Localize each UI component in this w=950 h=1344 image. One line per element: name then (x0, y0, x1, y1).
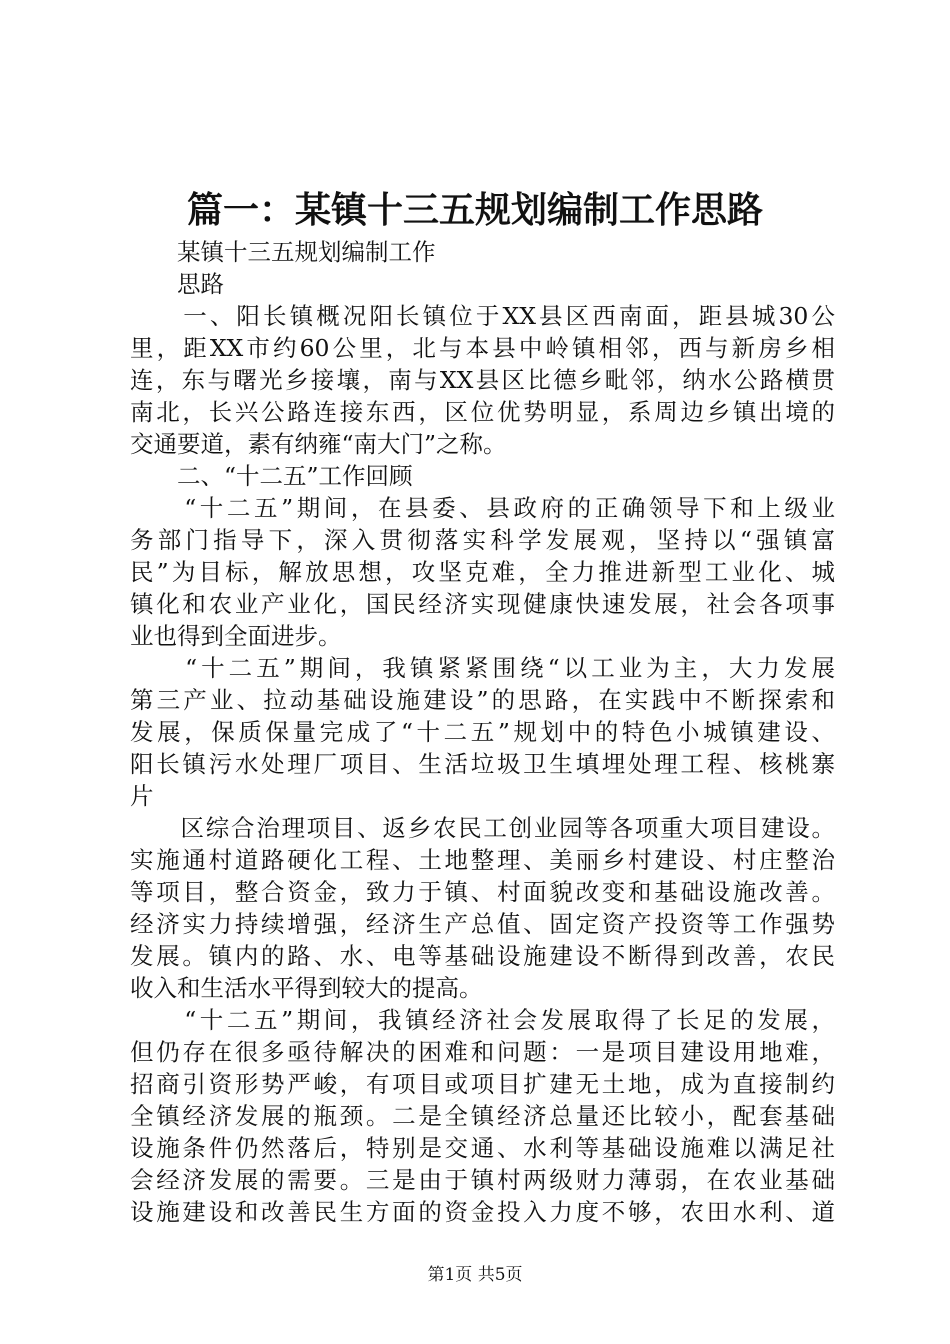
text-line: 交通要道，素有纳雍“南大门”之称。 (130, 430, 507, 458)
text-line: 但仍存在很多亟待解决的困难和问题：一是项目建设用地难， (130, 1038, 835, 1066)
text-line: “十二五”期间，我镇紧紧围绕“以工业为主，大力发展 (130, 654, 835, 682)
text-line: 连，东与曙光乡接壤，南与XX县区比德乡毗邻，纳水公路横贯 (130, 366, 835, 394)
text-line: 等项目，整合资金，致力于镇、村面貌改变和基础设施改善。 (130, 878, 835, 906)
text-line: 务部门指导下，深入贯彻落实科学发展观，坚持以“强镇富 (130, 526, 835, 554)
text-line: 镇化和农业产业化，国民经济实现健康快速发展，社会各项事 (130, 590, 835, 618)
text-line: 设施条件仍然落后，特别是交通、水利等基础设施难以满足社 (130, 1134, 835, 1162)
text-line: 全镇经济发展的瓶颈。二是全镇经济总量还比较小，配套基础 (130, 1102, 835, 1130)
text-line: 南北，长兴公路连接东西，区位优势明显，系周边乡镇出境的 (130, 398, 835, 426)
text-line: 第三产业、拉动基础设施建设”的思路，在实践中不断探索和 (130, 686, 835, 714)
text-line: 区综合治理项目、返乡农民工创业园等各项重大项目建设。 (130, 814, 835, 842)
text-line: 会经济发展的需要。三是由于镇村两级财力薄弱，在农业基础 (130, 1166, 835, 1194)
text-line: 阳长镇污水处理厂项目、生活垃圾卫生填埋处理工程、核桃寨 (130, 750, 835, 778)
text-line: 发展，保质保量完成了“十二五”规划中的特色小城镇建设、 (130, 718, 835, 746)
text-line: 收入和生活水平得到较大的提高。 (130, 974, 483, 1002)
text-line: 民”为目标，解放思想，攻坚克难，全力推进新型工业化、城 (130, 558, 835, 586)
document-title: 篇一：某镇十三五规划编制工作思路 (186, 189, 763, 231)
text-line: 思路 (130, 270, 224, 298)
text-line: “十二五”期间，我镇经济社会发展取得了长足的发展， (130, 1006, 835, 1034)
text-line: “十二五”期间，在县委、县政府的正确领导下和上级业 (130, 494, 835, 522)
text-line: 发展。镇内的路、水、电等基础设施建设不断得到改善，农民 (130, 942, 835, 970)
text-line: 经济实力持续增强，经济生产总值、固定资产投资等工作强势 (130, 910, 835, 938)
text-line: 招商引资形势严峻，有项目或项目扩建无土地，成为直接制约 (130, 1070, 835, 1098)
text-line: 某镇十三五规划编制工作 (130, 238, 436, 266)
text-line: 实施通村道路硬化工程、土地整理、美丽乡村建设、村庄整治 (130, 846, 835, 874)
text-line: 二、“十二五”工作回顾 (130, 462, 413, 490)
text-line: 里，距XX市约60公里，北与本县中岭镇相邻，西与新房乡相 (130, 334, 835, 362)
text-line: 设施建设和改善民生方面的资金投入力度不够，农田水利、道 (130, 1198, 835, 1226)
document-body (130, 236, 835, 1228)
text-line: 片 (130, 782, 154, 810)
text-line: 一、阳长镇概况阳长镇位于XX县区西南面，距县城30公 (130, 302, 835, 330)
page-footer: 第1页 共5页 (427, 1265, 523, 1285)
text-line: 业也得到全面进步。 (130, 622, 342, 650)
